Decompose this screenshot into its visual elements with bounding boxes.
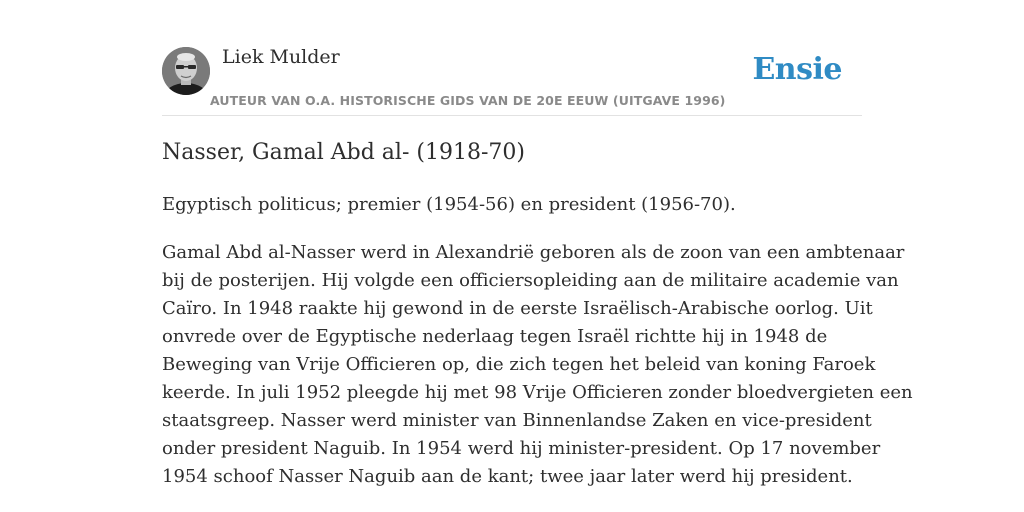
body-line: keerde. In juli 1952 pleegde hij met 98 Vrije Officieren zonder bloedvergieten een xyxy=(162,382,913,403)
body-line: bij de posterijen. Hij volgde een officiersopleiding aan de militaire academie van xyxy=(162,270,899,291)
article-lead: Egyptisch politicus; premier (1954-56) en president (1956-70). xyxy=(162,194,736,215)
author-name[interactable]: Liek Mulder xyxy=(222,46,340,68)
body-line: staatsgreep. Nasser werd minister van Binnenlandse Zaken en vice-president xyxy=(162,410,872,431)
ensie-logo[interactable]: Ensie xyxy=(752,52,842,87)
author-avatar[interactable] xyxy=(162,47,210,95)
article-body xyxy=(162,239,913,491)
body-line: Gamal Abd al-Nasser werd in Alexandrië geboren als de zoon van een ambtenaar xyxy=(162,242,905,263)
author-portrait-icon xyxy=(162,47,210,95)
body-line: onder president Naguib. In 1954 werd hij minister-president. Op 17 november xyxy=(162,438,881,459)
body-line: Beweging van Vrije Officieren op, die zich tegen het beleid van koning Faroek xyxy=(162,354,876,375)
header-divider xyxy=(162,115,862,116)
body-line: Caïro. In 1948 raakte hij gewond in de eerste Israëlisch-Arabische oorlog. Uit xyxy=(162,298,873,319)
body-line: 1954 schoof Nasser Naguib aan de kant; twee jaar later werd hij president. xyxy=(162,466,853,487)
article-title: Nasser, Gamal Abd al- (1918-70) xyxy=(162,140,525,165)
body-line: onvrede over de Egyptische nederlaag tegen Israël richtte hij in 1948 de xyxy=(162,326,828,347)
author-bio: AUTEUR VAN O.A. HISTORISCHE GIDS VAN DE 20E EEUW (UITGAVE 1996) xyxy=(210,93,726,108)
